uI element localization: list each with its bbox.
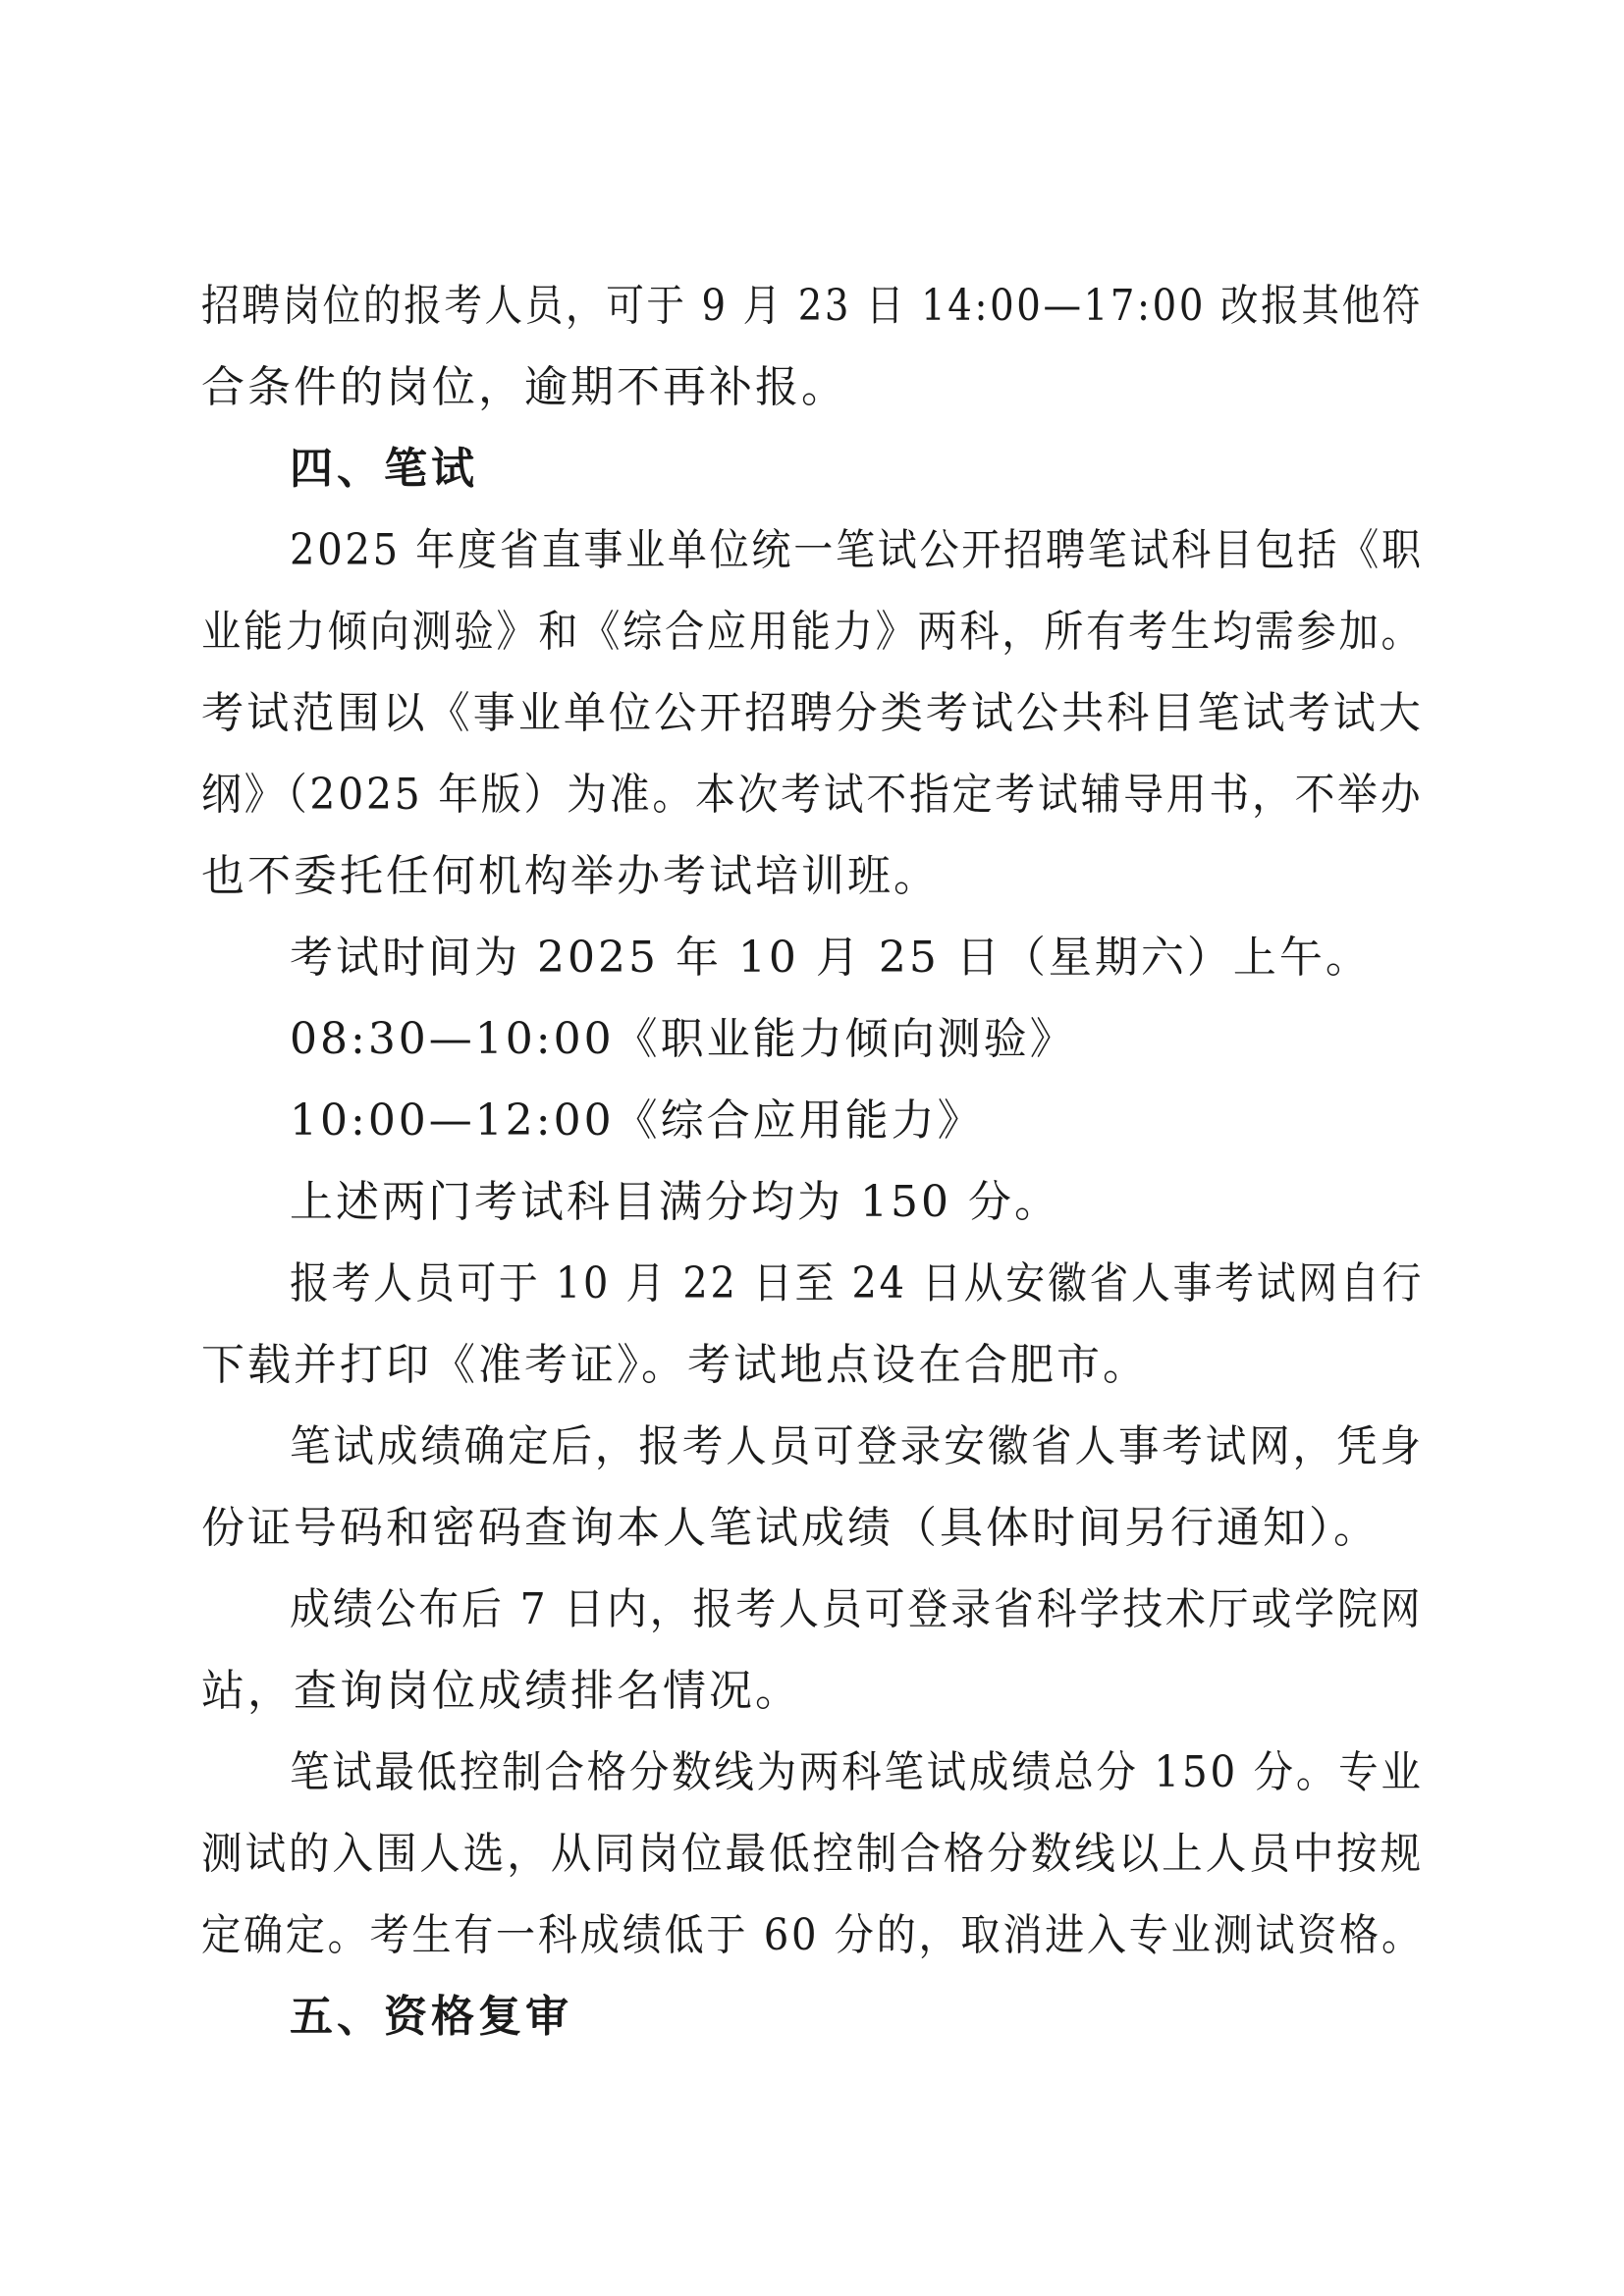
paragraph-line: 定确定。考生有一科成绩低于 60 分的，取消进入专业测试资格。 [201, 1910, 1424, 1960]
paragraph-line: 考试范围以《事业单位公开招聘分类考试公共科目笔试考试大 [201, 688, 1424, 738]
section-heading-qualification-review: 五、资格复审 [290, 1992, 572, 2042]
paragraph-line: 考试时间为 2025 年 10 月 25 日（星期六）上午。 [290, 933, 1372, 983]
paragraph-line: 2025 年度省直事业单位统一笔试公开招聘笔试科目包括《职 [290, 525, 1424, 575]
paragraph-line: 站，查询岗位成绩排名情况。 [201, 1666, 801, 1716]
paragraph-line: 招聘岗位的报考人员，可于 9 月 23 日 14:00—17:00 改报其他符 [201, 281, 1424, 331]
paragraph-line: 笔试最低控制合格分数线为两科笔试成绩总分 150 分。专业 [290, 1747, 1424, 1797]
paragraph-line: 也不委托任何机构举办考试培训班。 [201, 851, 940, 901]
paragraph-line: 业能力倾向测验》和《综合应用能力》两科，所有考生均需参加。 [201, 607, 1424, 657]
paragraph-line: 上述两门考试科目满分均为 150 分。 [290, 1177, 1060, 1227]
paragraph-line: 报考人员可于 10 月 22 日至 24 日从安徽省人事考试网自行 [290, 1258, 1425, 1308]
exam-schedule-line: 08:30—10:00《职业能力倾向测验》 [290, 1014, 1076, 1064]
paragraph-line: 成绩公布后 7 日内，报考人员可登录省科学技术厅或学院网 [290, 1584, 1424, 1634]
paragraph-line: 合条件的岗位，逾期不再补报。 [201, 362, 847, 412]
paragraph-line: 纲》（2025 年版）为准。本次考试不指定考试辅导用书，不举办 [201, 770, 1424, 820]
paragraph-line: 测试的入围人选，从同岗位最低控制合格分数线以上人员中按规 [201, 1829, 1424, 1879]
paragraph-line: 份证号码和密码查询本人笔试成绩（具体时间另行通知）。 [201, 1503, 1380, 1553]
exam-schedule-line: 10:00—12:00《综合应用能力》 [290, 1095, 984, 1146]
paragraph-line: 笔试成绩确定后，报考人员可登录安徽省人事考试网，凭身 [290, 1421, 1424, 1471]
section-heading-written-exam: 四、笔试 [290, 444, 478, 494]
paragraph-line: 下载并打印《准考证》。考试地点设在合肥市。 [201, 1340, 1149, 1390]
